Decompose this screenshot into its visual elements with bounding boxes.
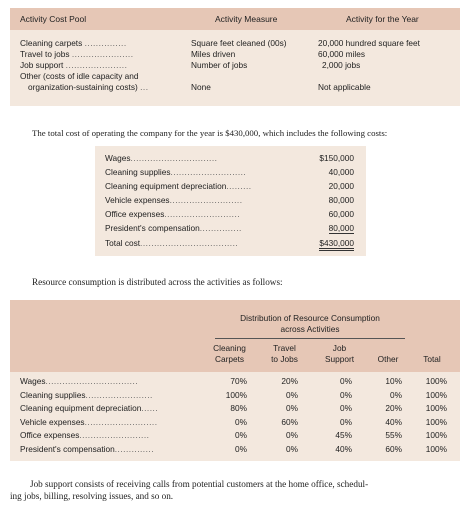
distribution-cell: 0%: [340, 389, 352, 400]
distribution-cell: 0%: [340, 403, 352, 413]
cost-row: [105, 195, 360, 206]
distribution-cell: 0%: [286, 389, 298, 400]
row-label: Office expenses: [20, 430, 80, 440]
row-label: Cleaning equipment depreciation: [20, 403, 142, 413]
col-header-line1: Travel: [273, 343, 296, 353]
distribution-cell: 0%: [286, 443, 298, 454]
distribution-cell: 40%: [385, 416, 402, 427]
leader-dots: .........................: [79, 430, 150, 440]
operating-costs-table: [95, 146, 366, 256]
group-underline: [215, 338, 405, 339]
col-header-cleaning-carpets: [207, 343, 252, 365]
distribution-cell: 0%: [235, 430, 247, 440]
col-header-line1: [412, 343, 452, 354]
leader-dots: ..............: [114, 443, 155, 454]
activity-amount: Not applicable: [318, 82, 371, 92]
distribution-cell: 100%: [425, 376, 447, 386]
distribution-row-label: [20, 403, 158, 413]
total-value: $430,000: [319, 238, 354, 251]
distribution-cell: 100%: [225, 389, 247, 400]
row-label: Vehicle expenses: [20, 416, 85, 427]
cost-label: President's compensation: [105, 223, 200, 233]
col-header-travel-to-jobs: [262, 343, 307, 365]
leader-dots: ...............: [84, 38, 127, 48]
cost-value: 60,000: [328, 209, 354, 219]
distribution-cell: 100%: [425, 416, 447, 427]
activity-pool-row: [20, 71, 139, 81]
total-cost-paragraph: The total cost of operating the company for the year is $430,000, which includes the following costs:: [32, 128, 388, 138]
cost-value: $150,000: [319, 153, 354, 163]
leader-dots: ...: [140, 82, 149, 92]
row-label: Cleaning supplies: [20, 389, 86, 400]
leader-dots: .................................: [45, 376, 139, 386]
col-header-line2: to Jobs: [271, 354, 298, 364]
row-label: President's compensation: [20, 443, 115, 454]
header-activity-measure: Activity Measure: [215, 14, 278, 24]
col-header-line2: Carpets: [214, 354, 245, 364]
activity-measure: Number of jobs: [191, 60, 248, 70]
cost-total-row: [105, 238, 360, 249]
cost-row: [105, 167, 360, 178]
cost-row: [105, 153, 360, 164]
resource-distribution-table: [10, 300, 460, 461]
col-header-line2: Support: [324, 354, 355, 364]
col-header-line1: Job: [332, 343, 347, 353]
activity-cost-pool-table: [10, 8, 460, 106]
activity-measure: None: [191, 82, 211, 92]
distribution-row-label: [20, 444, 154, 454]
col-header-line1: [368, 343, 408, 354]
total-label: Total cost: [105, 238, 141, 248]
leader-dots: ...............: [199, 223, 242, 233]
cost-value: 20,000: [328, 181, 354, 191]
leader-dots: ...........................: [164, 209, 241, 219]
distribution-cell: 0%: [235, 416, 247, 427]
cost-row: [105, 181, 360, 192]
distribution-row-label: [20, 376, 138, 386]
cost-row: [105, 209, 360, 220]
distribution-cell: 100%: [425, 389, 447, 400]
distribution-row-label: [20, 390, 153, 400]
distribution-cell: 45%: [335, 430, 352, 440]
pool-name: Other (costs of idle capacity and: [20, 71, 139, 81]
leader-dots: ........................: [85, 389, 153, 400]
activity-pool-row: [28, 82, 149, 92]
distribution-cell: 0%: [390, 389, 402, 400]
row-label: Wages: [20, 376, 46, 386]
distribution-cell: 100%: [425, 443, 447, 454]
activity-pool-row: [20, 49, 134, 59]
leader-dots: ......................: [65, 60, 128, 70]
header-activity-cost-pool: Activity Cost Pool: [20, 14, 87, 24]
distribution-row-label: [20, 417, 158, 427]
distribution-cell: 100%: [425, 403, 447, 413]
distribution-row-label: [20, 430, 149, 440]
activity-measure: Miles driven: [191, 49, 236, 59]
cost-value: 80,000: [328, 223, 354, 233]
leader-dots: ..........................: [84, 416, 158, 427]
distribution-cell: 40%: [335, 443, 352, 454]
distribution-cell: 0%: [286, 430, 298, 440]
distribution-cell: 0%: [235, 443, 247, 454]
leader-dots: ...........................: [170, 167, 247, 177]
job-support-note-line1: Job support consists of receiving calls from potential customers at the home office, schedul-: [30, 479, 369, 489]
leader-dots: ..........................: [169, 195, 243, 205]
col-header-total: [412, 343, 452, 365]
distribution-group-title: [205, 313, 415, 335]
activity-pool-row: [20, 38, 127, 48]
job-support-note-line2: ing jobs, billing, resolving issues, and so on.: [10, 491, 174, 501]
leader-dots: .........: [226, 181, 252, 191]
distribution-cell: 60%: [385, 443, 402, 454]
activity-measure: Square feet cleaned (00s): [191, 38, 287, 48]
leader-dots: ......................: [71, 49, 134, 59]
distribution-cell: 20%: [385, 403, 402, 413]
activity-pool-row: [20, 60, 127, 70]
leader-dots: ......: [141, 403, 159, 413]
col-header-line2: Other: [377, 354, 399, 364]
col-header-other: [368, 343, 408, 365]
distribution-cell: 100%: [425, 430, 447, 440]
activity-amount: 2,000 jobs: [322, 60, 361, 70]
distribution-cell: 0%: [340, 376, 352, 386]
cost-row: [105, 223, 360, 234]
col-header-job-support: [317, 343, 362, 365]
leader-dots: ...................................: [140, 238, 239, 248]
resource-distribution-paragraph: Resource consumption is distributed across the activities as follows:: [32, 277, 283, 287]
cost-label: Vehicle expenses: [105, 195, 170, 205]
group-title-line1: Distribution of Resource Consumption: [240, 313, 380, 323]
pool-name: Job support: [20, 60, 64, 70]
leader-dots: ...............................: [130, 153, 218, 163]
distribution-cell: 0%: [340, 416, 352, 427]
cost-label: Cleaning equipment depreciation: [105, 181, 227, 191]
cost-value: 40,000: [328, 167, 354, 177]
activity-amount: 20,000 hundred square feet: [318, 38, 420, 48]
distribution-cell: 70%: [230, 376, 247, 386]
distribution-cell: 60%: [281, 416, 298, 427]
distribution-cell: 20%: [281, 376, 298, 386]
col-header-line2: Total: [423, 354, 441, 364]
pool-name: Travel to jobs: [20, 49, 70, 59]
activity-amount: 60,000 miles: [318, 49, 366, 59]
header-activity-for-year: Activity for the Year: [346, 14, 419, 24]
cost-value: 80,000: [328, 195, 354, 205]
cost-label: Cleaning supplies: [105, 167, 171, 177]
distribution-cell: 80%: [230, 403, 247, 413]
distribution-cell: 55%: [385, 430, 402, 440]
pool-name: organization-sustaining costs): [28, 82, 138, 92]
col-header-line1: Cleaning: [213, 343, 246, 353]
cost-label: Office expenses: [105, 209, 165, 219]
distribution-cell: 0%: [286, 403, 298, 413]
cost-label: Wages: [105, 153, 131, 163]
distribution-cell: 10%: [385, 376, 402, 386]
group-title-line2: across Activities: [280, 324, 340, 334]
pool-name: Cleaning carpets: [20, 38, 83, 48]
